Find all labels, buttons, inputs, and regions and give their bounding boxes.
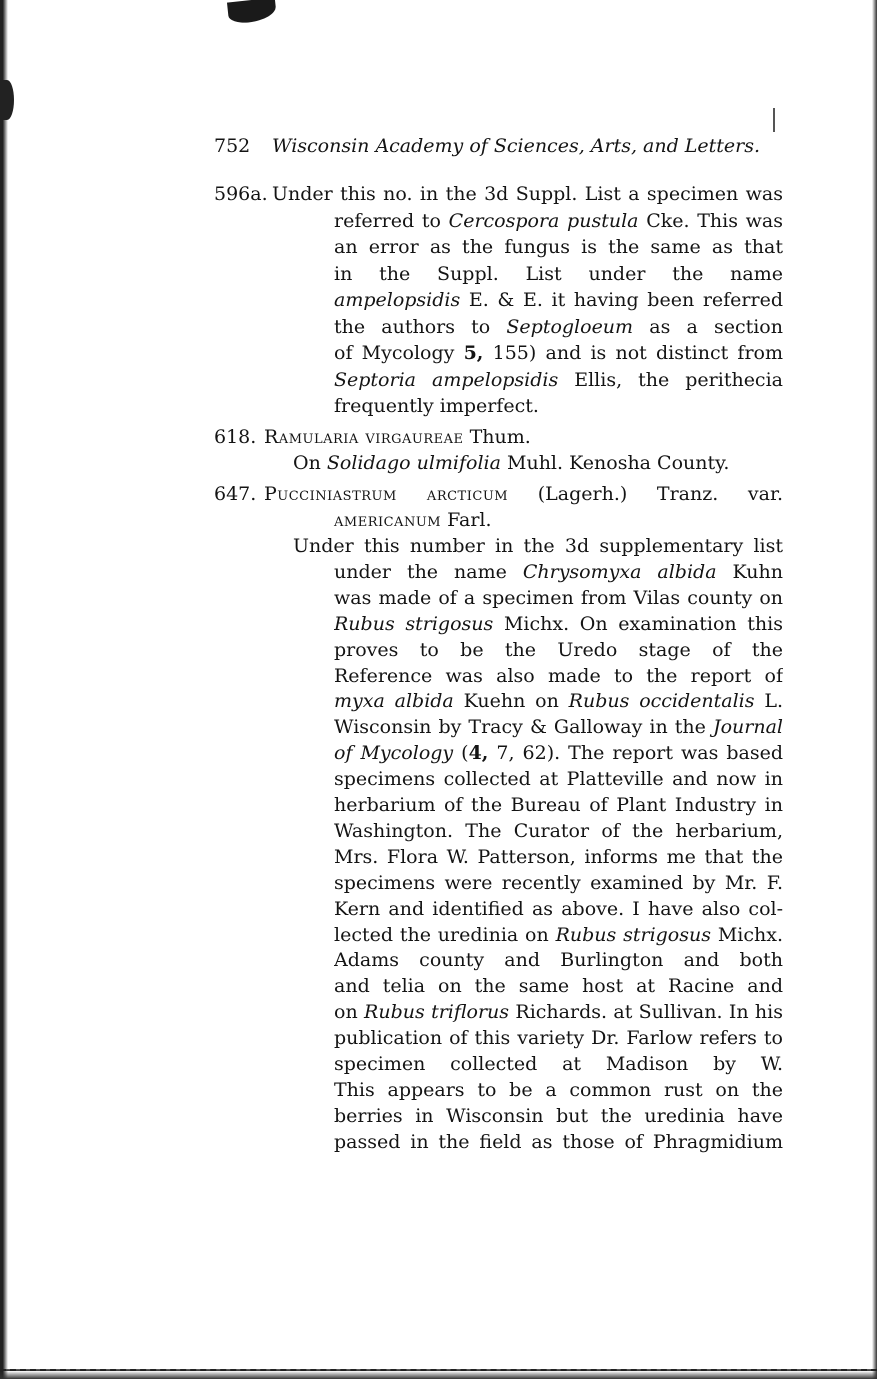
text-run: This appears to be a common rust on the <box>334 1078 783 1101</box>
entry-618-species: Ramularia virgaureae <box>264 426 464 448</box>
small-caps-run: americanum <box>334 509 442 531</box>
italic-run: Solidago ulmifolia <box>326 452 501 474</box>
text-run: Farl. <box>441 509 492 531</box>
text-run: was made of a specimen from Vilas county on <box>334 586 783 609</box>
small-caps-run: Pucciniastrum arcticum <box>264 483 509 505</box>
text-line <box>334 559 783 585</box>
text-line <box>334 1051 783 1077</box>
text-run: an error as the fungus is the same as that <box>334 236 783 258</box>
text-run: ( <box>453 742 469 765</box>
text-run: Michx. <box>717 923 783 946</box>
scan-edge-bottom <box>0 1369 877 1379</box>
text-run: berries in Wisconsin but the uredinia have <box>334 1104 783 1127</box>
text-line <box>334 393 783 419</box>
page-number: 752 <box>214 135 251 157</box>
text-line <box>293 533 783 559</box>
text-line <box>334 1129 783 1155</box>
text-run: 155) and is not distinct from <box>483 342 783 364</box>
text-line <box>334 287 783 313</box>
text-line <box>334 611 783 637</box>
text-run: Reference was also made to the report of <box>334 664 783 687</box>
text-run: Mrs. Flora W. Patterson, informs me that the <box>334 845 783 868</box>
text-run: Michx. On examination this <box>493 612 783 635</box>
text-run: Under this number in the 3d supplementary list <box>293 535 783 557</box>
scan-ink-blot <box>227 0 277 24</box>
text-line <box>334 688 783 714</box>
scan-edge-left <box>0 0 8 1379</box>
text-line <box>334 896 783 922</box>
text-run: of Mycology <box>334 342 464 364</box>
text-run: lected the uredinia on <box>334 923 556 946</box>
text-line <box>334 367 783 393</box>
text-line <box>334 870 783 896</box>
text-line <box>334 208 783 234</box>
italic-run: Rubus triflorus <box>364 1001 510 1024</box>
entry-618-title <box>264 424 531 450</box>
text-run: E. & E. it having been referred <box>468 289 783 311</box>
entry-number-618: 618. <box>214 426 257 448</box>
text-run: passed in the field as those of Phragmidium <box>334 1130 783 1153</box>
text-run: Cke. This was <box>638 209 783 232</box>
text-run: the authors to <box>334 315 507 338</box>
italic-run: Cercospora pustula <box>448 209 639 232</box>
text-line <box>334 922 783 948</box>
italic-run: Rubus occidentalis <box>568 690 755 713</box>
text-run: herbarium of the Bureau of Plant Industry in <box>334 794 783 816</box>
text-run: proves to be the Uredo stage of the <box>334 638 783 661</box>
text-run: Kuehn on <box>453 690 569 713</box>
text-line <box>334 999 783 1025</box>
text-run: referred to <box>334 209 449 232</box>
italic-run: Rubus strigosus <box>555 923 711 946</box>
text-run: Wisconsin by Tracy & Galloway in the <box>334 716 713 739</box>
text-run: specimens were recently examined by Mr. F. <box>334 871 783 894</box>
text-line <box>334 234 783 260</box>
text-line <box>334 340 783 366</box>
entry-647-title <box>264 481 783 507</box>
italic-run: Rubus strigosus <box>334 612 494 635</box>
text-line <box>334 314 783 340</box>
bold-run: 4, <box>468 742 489 765</box>
text-line <box>334 844 783 870</box>
text-line <box>334 585 783 611</box>
text-run: Muhl. Kenosha County. <box>500 452 730 474</box>
text-run: specimens collected at Platteville and now in <box>334 768 783 791</box>
text-line <box>334 740 783 766</box>
text-run: and telia on the same host at Racine and <box>334 975 783 998</box>
text-run: in the Suppl. List under the name <box>334 262 783 285</box>
text-run: publication of this variety Dr. Farlow refers to <box>334 1027 783 1050</box>
text-run: 7, 62). The report was based <box>496 742 783 765</box>
running-title: Wisconsin Academy of Sciences, Arts, and Letters. <box>272 135 761 157</box>
text-line <box>334 947 783 973</box>
text-line <box>334 766 783 792</box>
italic-run: ampelopsidis <box>334 289 461 311</box>
text-run: specimen collected at Madison by W. <box>334 1053 783 1075</box>
text-run: L. <box>764 690 783 713</box>
text-run: as a section <box>649 315 783 338</box>
italic-run: Septoria ampelopsidis <box>334 368 559 391</box>
text-line <box>334 714 783 740</box>
text-run: On <box>293 452 327 474</box>
text-line <box>334 637 783 663</box>
text-run: Washington. The Curator of the herbarium, <box>334 819 783 842</box>
text-line <box>334 261 783 287</box>
text-run: Adams county and Burlington and both <box>334 949 783 972</box>
scan-edge-right <box>872 0 877 1379</box>
entry-number-596a: 596a. <box>214 183 268 205</box>
bold-run: 5, <box>463 342 484 364</box>
italic-run: Journal <box>712 716 783 739</box>
entry-number-647: 647. <box>214 483 257 505</box>
text-line <box>334 818 783 844</box>
italic-run: Chrysomyxa albida <box>522 560 717 583</box>
text-run: frequently imperfect. <box>334 395 539 417</box>
text-run: Under this no. in the 3d Suppl. List a specimen was <box>272 183 783 205</box>
text-run: (Lagerh.) Tranz. var. <box>508 483 783 505</box>
entry-618-author: Thum. <box>463 426 531 448</box>
text-line <box>334 1077 783 1103</box>
text-line <box>334 792 783 818</box>
text-line <box>334 663 783 689</box>
text-run: Ellis, the perithecia <box>574 368 783 391</box>
italic-run: of Mycology <box>334 742 454 765</box>
margin-mark <box>773 108 775 132</box>
italic-run: Septogloeum <box>506 315 634 338</box>
text-run: Kern and identified as above. I have also col- <box>334 897 783 920</box>
scan-ink-blot-left <box>0 80 14 120</box>
text-line <box>334 973 783 999</box>
italic-run: myxa albida <box>334 690 454 713</box>
entry-618-host-line <box>293 450 729 476</box>
text-run: Richards. at Sullivan. In his <box>509 1001 783 1024</box>
text-run: Kuhn <box>732 560 783 583</box>
text-line <box>334 1025 783 1051</box>
text-run: under the name <box>334 560 523 583</box>
text-line <box>334 1103 783 1129</box>
entry-647-variety <box>334 507 492 533</box>
text-run: on <box>334 1001 365 1024</box>
text-line <box>272 181 783 207</box>
